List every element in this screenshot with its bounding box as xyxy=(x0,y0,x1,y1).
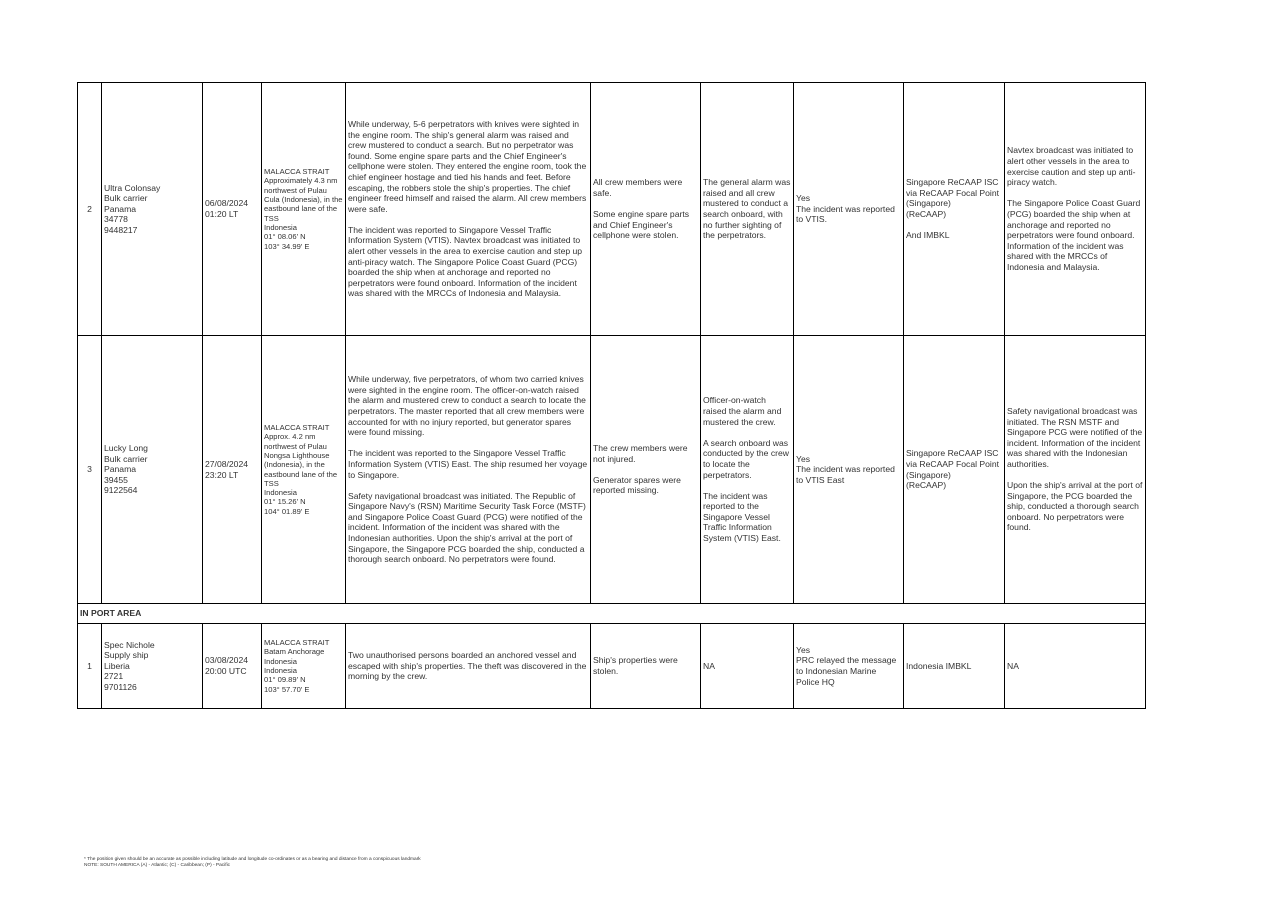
incident-details: While underway, five perpetrators, of whom two carried knives were sighted in the engine room. The officer-on-watch raised the alarm and mustered crew to conduct a search to locate the perpetrators. The master reported that all crew members were accounted for with no injury reported, but generator spares were found missing. The incident was reported to the Singapore Vessel Traffic Information System (VTIS) East. The ship resumed her voyage to Singapore. Safety navigational broadcast was initiated. The Republic of Singapore Navy's (RSN) Maritime Security Task Force (MSTF) and Singapore Police Coast Guard (PCG) were notified of the incident. Information of the incident was shared with the Indonesian authorities. Upon the ship's arrival at the port of Singapore, the Singapore PCG boarded the ship, conducted a thorough search onboard. No perpetrators were found. xyxy=(346,336,591,604)
reported-status: Yes The incident was reported to VTIS East xyxy=(794,336,904,604)
consequences: Ship's properties were stolen. xyxy=(591,624,701,709)
consequences: All crew members were safe. Some engine spare parts and Chief Engineer's cellphone were stolen. xyxy=(591,83,701,336)
incident-details: Two unauthorised persons boarded an anchored vessel and escaped with ship's properties. The theft was discovered in the morning by the crew. xyxy=(346,624,591,709)
footnote xyxy=(84,857,421,869)
date-time: 06/08/2024 01:20 LT xyxy=(203,83,262,336)
action-taken-by-master: The general alarm was raised and all crew mustered to conduct a search onboard, with no further sighting of the perpetrators. xyxy=(701,83,794,336)
date-time: 03/08/2024 20:00 UTC xyxy=(203,624,262,709)
incident-details: While underway, 5-6 perpetrators with knives were sighted in the engine room. The ship's general alarm was raised and crew mustered to conduct a search. But no perpetrator was found. Some engine spare parts and the Chief Engineer's cellphone were stolen. They entered the engine room, took the chief engineer hostage and tied his hands and feet. Before escaping, the robbers stole the ship's properties. The chief engineer freed himself and raised the alarm. All crew members were safe. The incident was reported to Singapore Vessel Traffic Information System (VTIS). Navtex broadcast was initiated to alert other vessels in the area to exercise caution and step up anti-piracy watch. The Singapore Police Coast Guard (PCG) boarded the ship when at anchorage and reported no perpetrators were found onboard. Information of the incident was shared with the MRCCs of Indonesia and Malaysia. xyxy=(346,83,591,336)
reported-by: Indonesia IMBKL xyxy=(904,624,1005,709)
incident-number: 3 xyxy=(78,336,102,604)
action-taken-by-master: Officer-on-watch raised the alarm and mustered the crew. A search onboard was conducted by the crew to locate the perpetrators. The incident was reported to the Singapore Vessel Traffic Information System (VTIS) East. xyxy=(701,336,794,604)
ship-details: Spec Nichole Supply ship Liberia 2721 9701126 xyxy=(102,624,203,709)
action-by-coastal-state: Navtex broadcast was initiated to alert other vessels in the area to exercise caution and step up anti-piracy watch. The Singapore Police Coast Guard (PCG) boarded the ship when at anchorage and reported no perpetrators were found onboard. Information of the incident was shared with the MRCCs of Indonesia and Malaysia. xyxy=(1005,83,1146,336)
date-time: 27/08/2024 23:20 LT xyxy=(203,336,262,604)
incident-number: 1 xyxy=(78,624,102,709)
incident-number: 2 xyxy=(78,83,102,336)
footnote-region-note: NOTE: SOUTH AMERICA (A) - Atlantic; (C) - Caribbean; (P) - Pacific xyxy=(84,863,231,868)
table-row xyxy=(78,624,1146,709)
reported-by: Singapore ReCAAP ISC via ReCAAP Focal Point (Singapore) (ReCAAP) And IMBKL xyxy=(904,83,1005,336)
footnote-position-note: * The position given should be an accurate as possible including latitude and longitude co-ordinates or as a bearing and distance from a conspicuous landmark xyxy=(84,857,421,862)
incident-table xyxy=(77,82,1146,709)
action-taken-by-master: NA xyxy=(701,624,794,709)
action-by-coastal-state: NA xyxy=(1005,624,1146,709)
section-title: IN PORT AREA xyxy=(78,604,1146,624)
location: MALACCA STRAIT Approximately 4.3 nm northwest of Pulau Cula (Indonesia), in the eastbound lane of the TSS Indonesia 01° 08.06' N 103° 34.99' E xyxy=(262,83,346,336)
ship-details: Lucky Long Bulk carrier Panama 39455 9122564 xyxy=(102,336,203,604)
action-by-coastal-state: Safety navigational broadcast was initiated. The RSN MSTF and Singapore PCG were notified of the incident. Information of the incident was shared with the Indonesian authorities. Upon the ship's arrival at the port of Singapore, the PCG boarded the ship, conducted a thorough search onboard. No perpetrators were found. xyxy=(1005,336,1146,604)
section-header-row xyxy=(78,604,1146,624)
reported-by: Singapore ReCAAP ISC via ReCAAP Focal Point (Singapore) (ReCAAP) xyxy=(904,336,1005,604)
reported-status: Yes The incident was reported to VTIS. xyxy=(794,83,904,336)
location: MALACCA STRAIT Batam Anchorage Indonesia Indonesia 01° 09.89' N 103° 57.70' E xyxy=(262,624,346,709)
table-row xyxy=(78,83,1146,336)
location: MALACCA STRAIT Approx. 4.2 nm northwest of Pulau Nongsa Lighthouse (Indonesia), in the eastbound lane of the TSS Indonesia 01° 15.26' N 104° 01.89' E xyxy=(262,336,346,604)
table-row xyxy=(78,336,1146,604)
reported-status: Yes PRC relayed the message to Indonesian Marine Police HQ xyxy=(794,624,904,709)
consequences: The crew members were not injured. Generator spares were reported missing. xyxy=(591,336,701,604)
ship-details: Ultra Colonsay Bulk carrier Panama 34778 9448217 xyxy=(102,83,203,336)
